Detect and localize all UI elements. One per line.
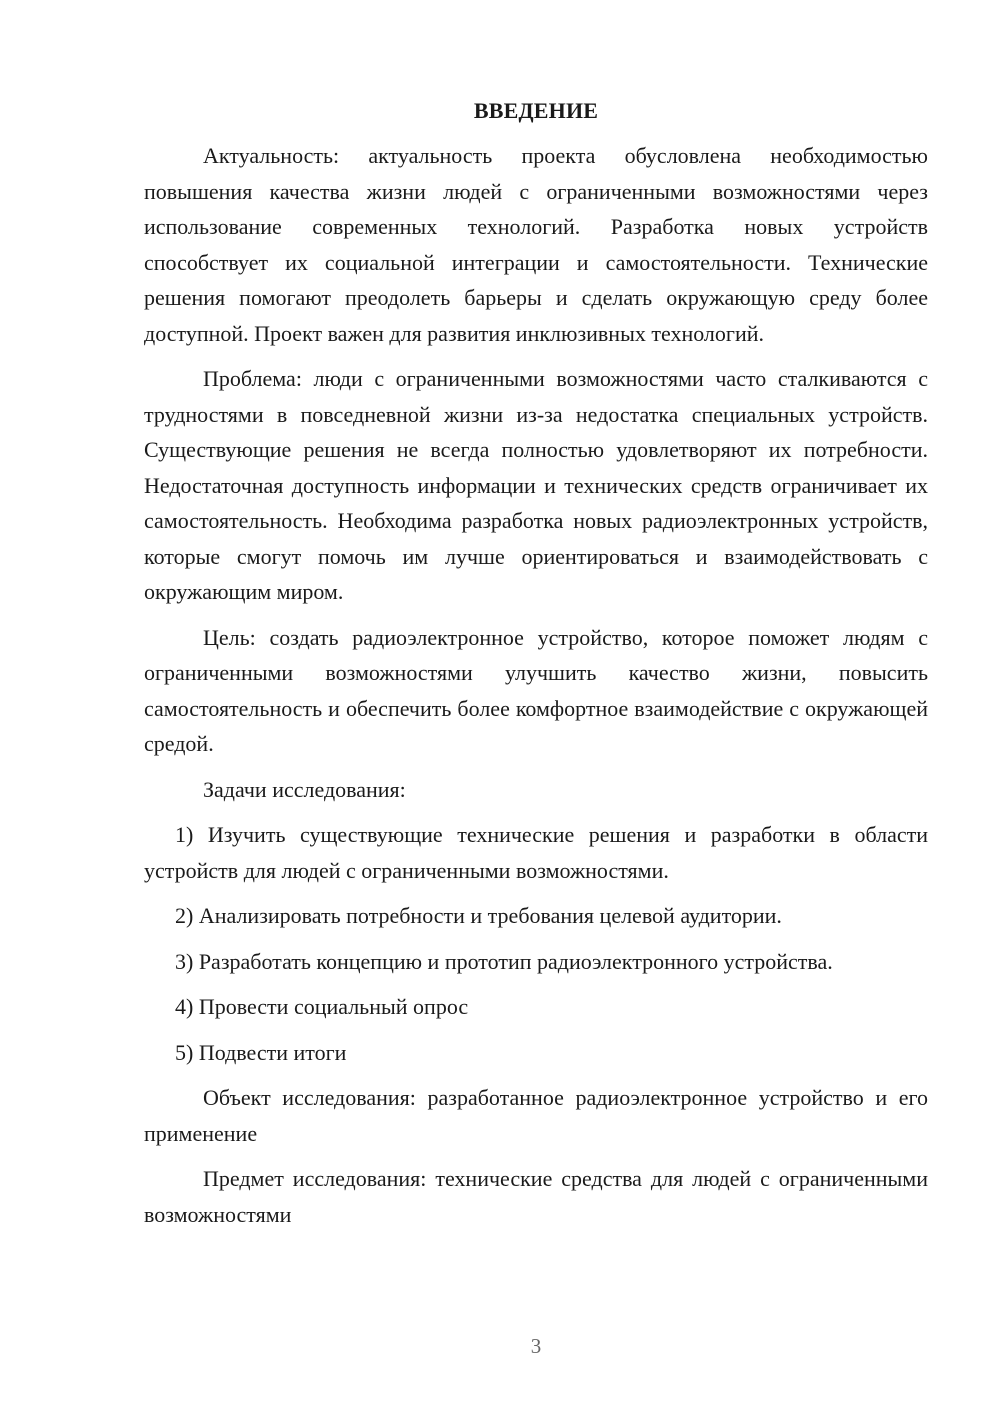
paragraph-relevance: Актуальность: актуальность проекта обусловлена необходимостью повышения качества жизни людей с ограниченными возможностями через использование современных технологий. Разработка новых устройств способствует их социальной интеграции и самостоятельности. Технические решения помогают преодолеть барьеры и сделать окружающую среду более доступной. Проект важен для развития инклюзивных технологий. bbox=[144, 143, 928, 346]
task-item-2: 2) Анализировать потребности и требования целевой аудитории. bbox=[175, 903, 782, 928]
task-item-5: 5) Подвести итоги bbox=[175, 1039, 347, 1065]
task-item-4: 4) Провести социальный опрос bbox=[175, 994, 469, 1019]
page-content bbox=[144, 96, 928, 1242]
paragraph-subject: Предмет исследования: технические средства для людей с ограниченными возможностями bbox=[144, 1166, 928, 1227]
paragraph-object: Объект исследования: разработанное радиоэлектронное устройство и его применение bbox=[144, 1085, 928, 1146]
paragraph-problem: Проблема: люди с ограниченными возможностями часто сталкиваются с трудностями в повседневной жизни из-за недостатка специальных устройств. Существующие решения не всегда полностью удовлетворяют их потребности. Недостаточная доступность информации и технических средств ограничивает их самостоятельность. Необходима разработка новых радиоэлектронных устройств, которые смогут помочь им лучше ориентироваться и взаимодействовать с окружающим миром. bbox=[144, 366, 928, 604]
page-number: 3 bbox=[530, 1334, 542, 1358]
paragraph-goal: Цель: создать радиоэлектронное устройство, которое поможет людям с ограниченными возможностями улучшить качество жизни, повысить самостоятельность и обеспечить более комфортное взаимодействие с окружающей средой. bbox=[144, 624, 928, 756]
section-title: ВВЕДЕНИЕ bbox=[473, 98, 599, 123]
task-item-1: 1) Изучить существующие технические решения и разработки в области устройств для людей с ограниченными возможностями. bbox=[144, 822, 928, 883]
task-item-3: 3) Разработать концепцию и прототип радиоэлектронного устройства. bbox=[175, 948, 833, 974]
paragraph-tasks-heading: Задачи исследования: bbox=[203, 776, 406, 802]
